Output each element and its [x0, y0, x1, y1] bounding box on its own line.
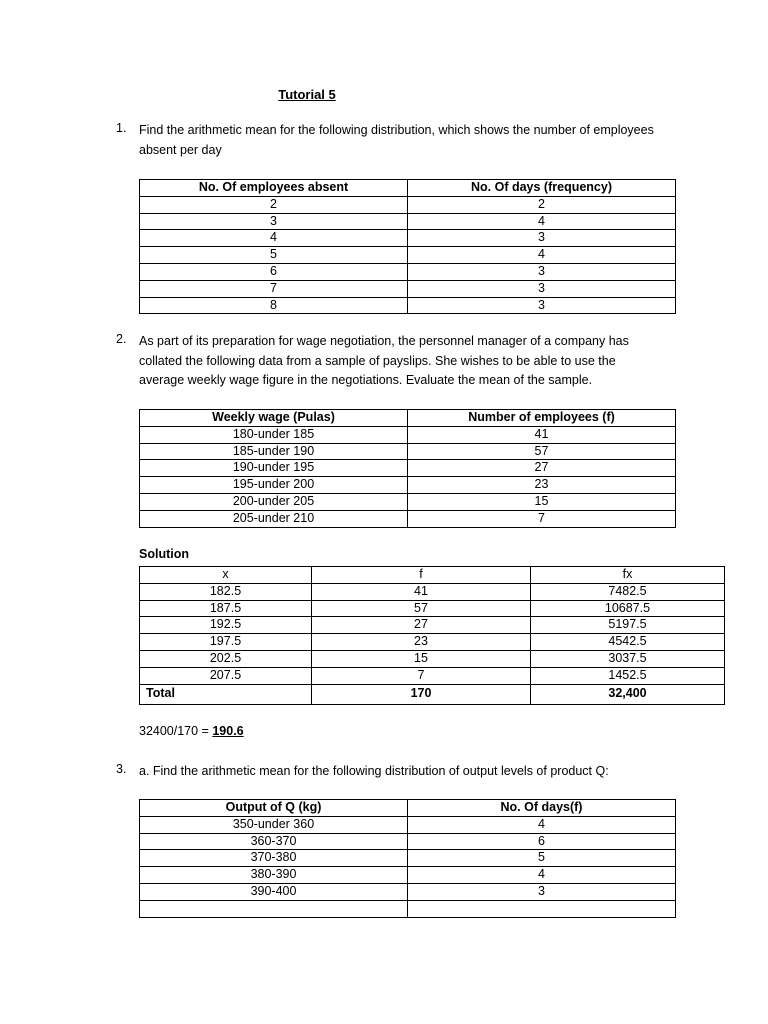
- table-row: [140, 634, 725, 651]
- column-header: Weekly wage (Pulas): [140, 410, 408, 427]
- table-cell: 3037.5: [531, 650, 725, 667]
- table-row: [140, 900, 676, 917]
- table-cell: 4: [140, 230, 408, 247]
- table-row: [140, 297, 676, 314]
- total-label: Total: [140, 684, 312, 704]
- table-cell: 23: [312, 634, 531, 651]
- table-cell: 192.5: [140, 617, 312, 634]
- table-cell: 6: [408, 833, 676, 850]
- table-cell: [140, 900, 408, 917]
- table-cell: 197.5: [140, 634, 312, 651]
- table-cell: 6: [140, 263, 408, 280]
- table-cell: 3: [408, 297, 676, 314]
- table-cell: 185-under 190: [140, 443, 408, 460]
- table-row: [140, 247, 676, 264]
- table-cell: 10687.5: [531, 600, 725, 617]
- table-row: [140, 650, 725, 667]
- table-cell: 7: [312, 667, 531, 684]
- table-cell: 205-under 210: [140, 510, 408, 527]
- table-cell: 27: [408, 460, 676, 477]
- calculation-result: 190.6: [212, 724, 244, 738]
- table-cell: 41: [312, 583, 531, 600]
- total-fx: 32,400: [531, 684, 725, 704]
- table-row: [140, 477, 676, 494]
- table-row: [140, 667, 725, 684]
- total-f: 170: [312, 684, 531, 704]
- table-cell: 180-under 185: [140, 426, 408, 443]
- table-row: [140, 850, 676, 867]
- table-cell: 370-380: [140, 850, 408, 867]
- table-cell: 15: [312, 650, 531, 667]
- total-row: [140, 684, 725, 704]
- table-cell: 57: [312, 600, 531, 617]
- table-cell: 15: [408, 493, 676, 510]
- question-1-text: Find the arithmetic mean for the following distribution, which shows the number of employees absent per day: [139, 123, 654, 157]
- question-3-number: 3.: [116, 762, 127, 776]
- table-row: [140, 510, 676, 527]
- column-header: No. Of employees absent: [140, 180, 408, 197]
- table-cell: 8: [140, 297, 408, 314]
- table-cell: 5197.5: [531, 617, 725, 634]
- table-row: [140, 213, 676, 230]
- table-row: [140, 426, 676, 443]
- question-1-number: 1.: [116, 121, 127, 135]
- calculation-expression: 32400/170 =: [139, 724, 213, 738]
- table-cell: 5: [408, 850, 676, 867]
- absence-table: [139, 179, 676, 314]
- column-header: f: [312, 567, 531, 584]
- table-cell: 1452.5: [531, 667, 725, 684]
- table-cell: 3: [408, 230, 676, 247]
- table-cell: 3: [408, 883, 676, 900]
- table-cell: 207.5: [140, 667, 312, 684]
- column-header: Output of Q (kg): [140, 800, 408, 817]
- table-cell: 390-400: [140, 883, 408, 900]
- table-row: [140, 460, 676, 477]
- table-cell: 4: [408, 247, 676, 264]
- table-cell: 3: [140, 213, 408, 230]
- table-cell: 200-under 205: [140, 493, 408, 510]
- table-row: [140, 583, 725, 600]
- solution-label: Solution: [139, 547, 189, 561]
- table-cell: 195-under 200: [140, 477, 408, 494]
- table-cell: 4: [408, 867, 676, 884]
- table-row: [140, 263, 676, 280]
- question-2-text: As part of its preparation for wage negotiation, the personnel manager of a company has collated the following data from a sample of payslips. She wishes to be able to use the average weekly wage figure in the negotiations. Evaluate the mean of the sample.: [139, 334, 629, 387]
- table-cell: [408, 900, 676, 917]
- question-3-text: a. Find the arithmetic mean for the following distribution of output levels of product Q:: [139, 764, 609, 778]
- question-2-number: 2.: [116, 332, 127, 346]
- table-row: [140, 280, 676, 297]
- output-table: [139, 799, 676, 918]
- column-header: Number of employees (f): [408, 410, 676, 427]
- table-cell: 360-370: [140, 833, 408, 850]
- table-row: [140, 493, 676, 510]
- page-title: Tutorial 5: [278, 87, 336, 102]
- table-cell: 7: [408, 510, 676, 527]
- table-row: [140, 230, 676, 247]
- table-cell: 350-under 360: [140, 816, 408, 833]
- table-cell: 2: [408, 196, 676, 213]
- table-row: [140, 816, 676, 833]
- table-cell: 5: [140, 247, 408, 264]
- table-cell: 4542.5: [531, 634, 725, 651]
- table-row: [140, 833, 676, 850]
- table-cell: 2: [140, 196, 408, 213]
- table-row: [140, 883, 676, 900]
- table-cell: 182.5: [140, 583, 312, 600]
- table-cell: 202.5: [140, 650, 312, 667]
- table-row: [140, 867, 676, 884]
- table-cell: 4: [408, 816, 676, 833]
- solution-table: [139, 566, 725, 705]
- table-cell: 190-under 195: [140, 460, 408, 477]
- table-row: [140, 600, 725, 617]
- table-cell: 380-390: [140, 867, 408, 884]
- wage-table: [139, 409, 676, 528]
- column-header: fx: [531, 567, 725, 584]
- table-cell: 3: [408, 263, 676, 280]
- mean-calculation: [139, 724, 244, 738]
- table-cell: 41: [408, 426, 676, 443]
- table-cell: 4: [408, 213, 676, 230]
- table-row: [140, 617, 725, 634]
- table-cell: 23: [408, 477, 676, 494]
- table-row: [140, 443, 676, 460]
- table-cell: 187.5: [140, 600, 312, 617]
- table-cell: 7: [140, 280, 408, 297]
- table-cell: 27: [312, 617, 531, 634]
- table-cell: 7482.5: [531, 583, 725, 600]
- column-header: No. Of days(f): [408, 800, 676, 817]
- column-header: No. Of days (frequency): [408, 180, 676, 197]
- column-header: x: [140, 567, 312, 584]
- table-cell: 57: [408, 443, 676, 460]
- table-cell: 3: [408, 280, 676, 297]
- table-row: [140, 196, 676, 213]
